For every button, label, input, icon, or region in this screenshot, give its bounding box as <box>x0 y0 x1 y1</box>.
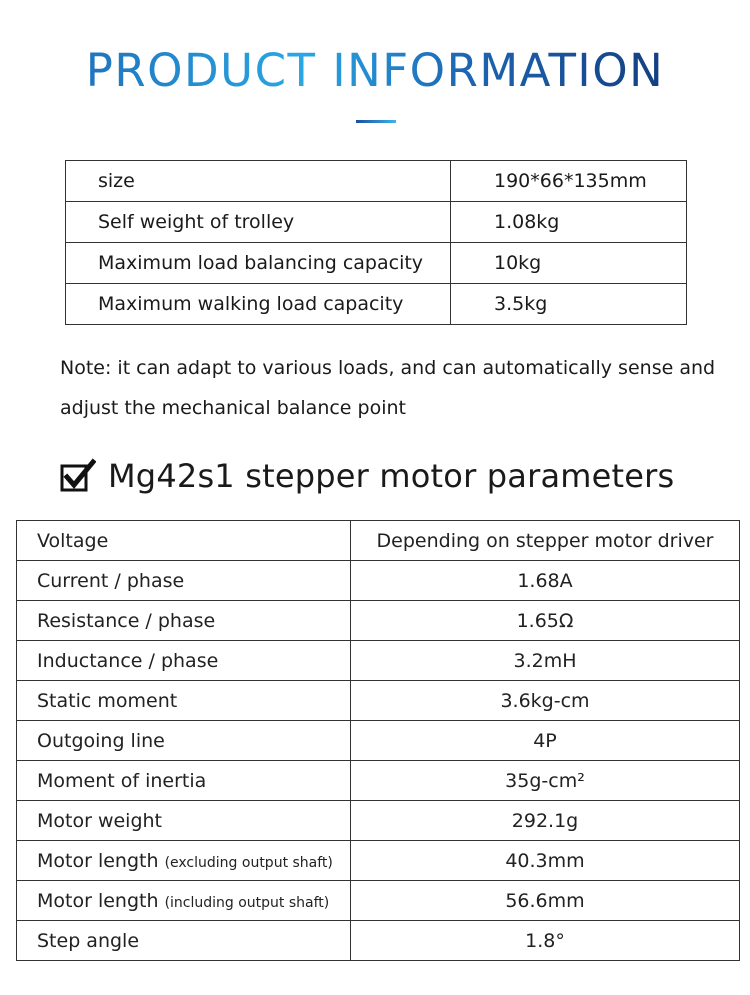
param-value: 3.2mH <box>351 641 740 681</box>
section-title: Mg42s1 stepper motor parameters <box>108 457 675 495</box>
param-label <box>17 921 351 961</box>
table-row <box>17 881 740 921</box>
param-label <box>17 521 351 561</box>
param-name: Step angle <box>37 929 140 952</box>
table-row <box>17 921 740 961</box>
param-name: Current / phase <box>37 569 185 592</box>
checkbox-checked-icon <box>60 458 96 494</box>
param-name: Motor length <box>37 849 159 872</box>
motor-section-heading <box>60 452 674 500</box>
param-value: 4P <box>351 721 740 761</box>
row-label: Self weight of trolley <box>66 202 451 243</box>
param-value: 1.8° <box>351 921 740 961</box>
param-name: Inductance / phase <box>37 649 219 672</box>
param-name: Outgoing line <box>37 729 165 752</box>
param-label <box>17 561 351 601</box>
param-name: Static moment <box>37 689 178 712</box>
param-label <box>17 881 351 921</box>
table-row <box>66 202 687 243</box>
table-row <box>17 521 740 561</box>
param-name: Resistance / phase <box>37 609 216 632</box>
table-row <box>66 284 687 325</box>
row-value: 10kg <box>451 243 687 284</box>
param-value: 3.6kg-cm <box>351 681 740 721</box>
param-label <box>17 801 351 841</box>
param-label <box>17 721 351 761</box>
table-row <box>17 601 740 641</box>
table-row <box>17 761 740 801</box>
param-label <box>17 641 351 681</box>
title-underline <box>356 120 396 123</box>
row-label: Maximum load balancing capacity <box>66 243 451 284</box>
param-name: Moment of inertia <box>37 769 207 792</box>
param-value: 35g-cm² <box>351 761 740 801</box>
param-value: 1.68A <box>351 561 740 601</box>
table-row <box>66 243 687 284</box>
param-label <box>17 601 351 641</box>
table-row <box>17 641 740 681</box>
row-value: 3.5kg <box>451 284 687 325</box>
param-label <box>17 681 351 721</box>
table-row <box>17 721 740 761</box>
param-value: 292.1g <box>351 801 740 841</box>
table-row <box>17 841 740 881</box>
param-note: (including output shaft) <box>164 894 330 911</box>
param-name: Voltage <box>37 529 109 552</box>
param-label <box>17 761 351 801</box>
row-value: 1.08kg <box>451 202 687 243</box>
param-name: Motor weight <box>37 809 163 832</box>
page-title: PRODUCT INFORMATION <box>0 38 750 104</box>
row-label: Maximum walking load capacity <box>66 284 451 325</box>
param-value: 40.3mm <box>351 841 740 881</box>
load-note: Note: it can adapt to various loads, and can automatically sense and adjust the mechanical balance point <box>60 357 716 419</box>
param-value: Depending on stepper motor driver <box>351 521 740 561</box>
table-row <box>17 801 740 841</box>
param-label <box>17 841 351 881</box>
param-value: 56.6mm <box>351 881 740 921</box>
param-value: 1.65Ω <box>351 601 740 641</box>
product-info-table <box>65 160 687 325</box>
param-name: Motor length <box>37 889 159 912</box>
table-row <box>17 561 740 601</box>
row-value: 190*66*135mm <box>451 161 687 202</box>
table-row <box>17 681 740 721</box>
param-note: (excluding output shaft) <box>164 854 333 871</box>
row-label: size <box>66 161 451 202</box>
motor-parameters-table <box>16 520 740 961</box>
table-row <box>66 161 687 202</box>
